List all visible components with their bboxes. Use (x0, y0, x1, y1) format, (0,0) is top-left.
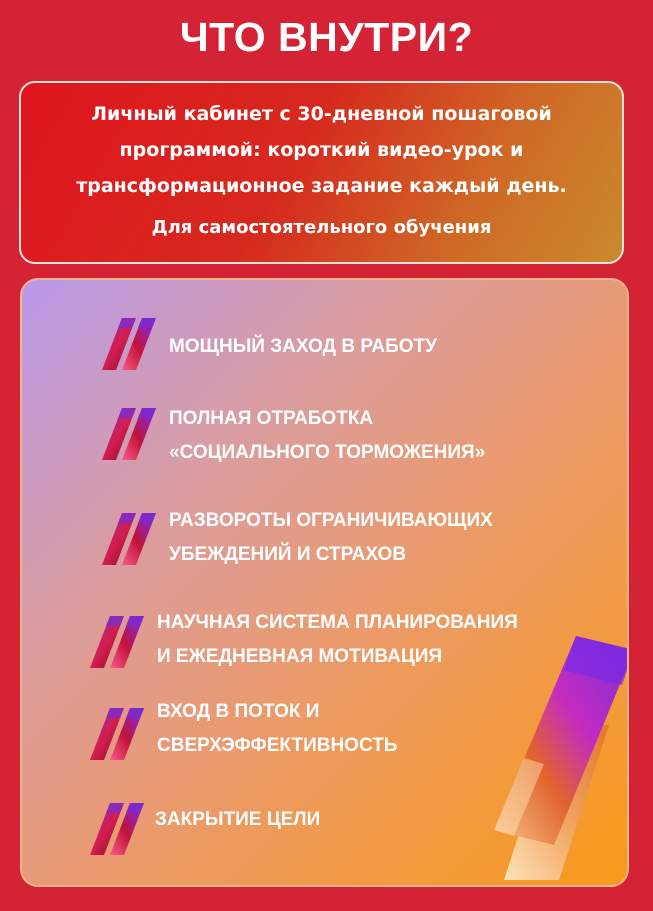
intro-card (19, 81, 624, 264)
double-crystal-icon (92, 310, 162, 382)
feature-item-1: МОЩНЫЙ ЗАХОД В РАБОТУ (169, 336, 437, 357)
feature-item-2: ПОЛНАЯ ОТРАБОТКА «СОЦИАЛЬНОГО ТОРМОЖЕНИЯ» (169, 408, 486, 463)
feature-item-6: ЗАКРЫТИЕ ЦЕЛИ (155, 809, 321, 830)
page-title: ЧТО ВНУТРИ? (179, 14, 474, 60)
double-crystal-icon (80, 795, 150, 867)
feature-item-5: ВХОД В ПОТОК И СВЕРХЭФФЕКТИВНОСТЬ (157, 701, 398, 756)
double-crystal-icon (80, 608, 150, 680)
double-crystal-icon (92, 400, 162, 472)
double-crystal-icon (80, 700, 150, 772)
feature-item-4: НАУЧНАЯ СИСТЕМА ПЛАНИРОВАНИЯ И ЕЖЕДНЕВНАЯ МОТИВАЦИЯ (157, 612, 518, 667)
double-crystal-icon (92, 505, 162, 577)
features-card (20, 278, 629, 887)
intro-subtitle: Для самостоятельного обучения (151, 217, 492, 238)
feature-item-3: РАЗВОРОТЫ ОГРАНИЧИВАЮЩИХ УБЕЖДЕНИЙ И СТРАХОВ (169, 510, 493, 565)
crystal-decoration-icon (484, 630, 629, 887)
intro-description: Личный кабинет с 30-дневной пошаговой программой: короткий видео-урок и трансформационное задание каждый день. (76, 103, 567, 197)
